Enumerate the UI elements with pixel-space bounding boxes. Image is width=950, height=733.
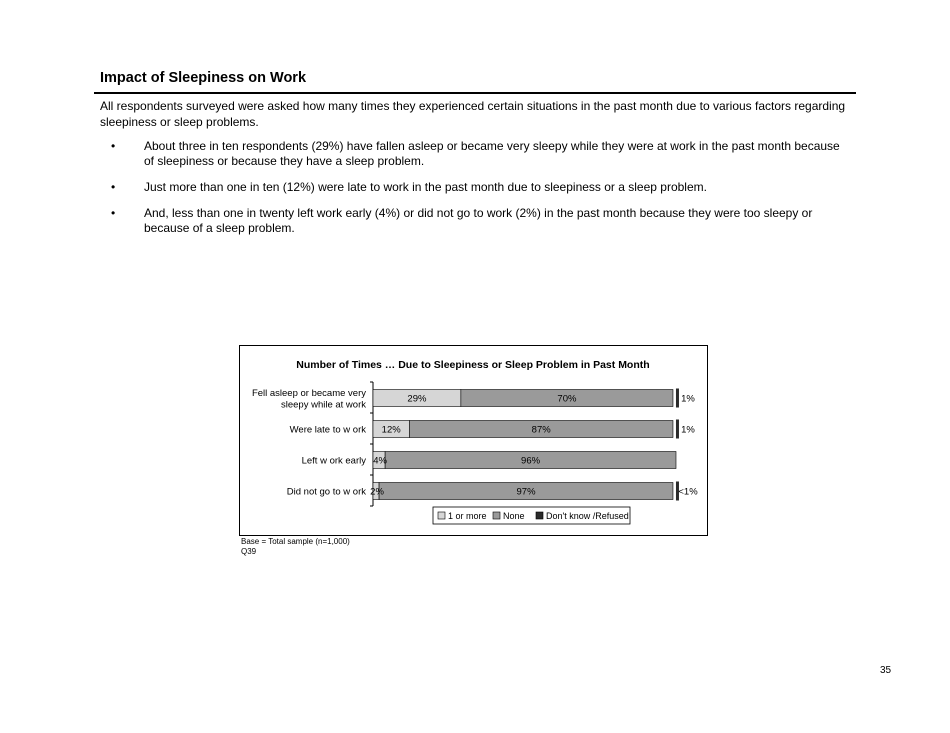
category-label: Left w ork early [301, 455, 366, 467]
bullet-marker: • [111, 180, 116, 194]
page-number: 35 [880, 665, 892, 676]
data-label-none: 96% [521, 455, 541, 467]
bar-dont-know-refused [676, 420, 679, 439]
data-label-none: 87% [531, 424, 551, 436]
chart-canvas [240, 346, 707, 535]
findings-list [100, 139, 852, 247]
bullet-marker: • [111, 206, 116, 220]
category-label: Did not go to w ork [286, 486, 366, 498]
data-label-none: 70% [557, 393, 577, 405]
data-label-dont-know-refused: 1% [681, 393, 695, 405]
question-code: Q39 [241, 547, 257, 556]
finding-item [100, 180, 852, 195]
page-title: Impact of Sleepiness on Work [100, 70, 307, 86]
finding-item [100, 139, 852, 169]
data-label-none: 97% [516, 486, 536, 498]
finding-text: About three in ten respondents (29%) have fallen asleep or became very sleepy while they were at work in the past month because of sleepiness or because they have a sleep problem. [144, 139, 840, 168]
data-label-1-or-more: 2% [370, 486, 384, 498]
legend-swatch [438, 512, 445, 519]
category-label: sleepy while at work [280, 399, 366, 411]
base-note: Base = Total sample (n=1,000) [241, 537, 350, 546]
stacked-bar-chart [239, 345, 708, 536]
legend-label: 1 or more [448, 511, 487, 521]
data-label-1-or-more: 4% [373, 455, 387, 467]
title-divider [94, 92, 856, 94]
legend-swatch [493, 512, 500, 519]
data-label-dont-know-refused: <1% [678, 486, 698, 498]
data-label-1-or-more: 29% [407, 393, 427, 405]
finding-item [100, 206, 852, 236]
data-label-1-or-more: 12% [381, 424, 401, 436]
data-label-dont-know-refused: 1% [681, 424, 695, 436]
legend-label: None [503, 511, 525, 521]
bar-dont-know-refused [676, 389, 679, 408]
category-label: Fell asleep or became very [251, 388, 366, 399]
chart-footnote [241, 537, 350, 557]
bullet-marker: • [111, 139, 116, 153]
intro-paragraph: All respondents surveyed were asked how many times they experienced certain situations in the past month due to various factors regarding sleepiness or sleep problems. [100, 99, 846, 129]
finding-text: And, less than one in twenty left work early (4%) or did not go to work (2%) in the past month because they were too sleepy or because of a sleep problem. [144, 206, 813, 235]
legend-label: Don't know /Refused [546, 511, 629, 521]
category-label: Were late to w ork [289, 424, 366, 436]
legend-swatch [536, 512, 543, 519]
chart-title: Number of Times … Due to Sleepiness or Sleep Problem in Past Month [296, 359, 650, 371]
finding-text: Just more than one in ten (12%) were late to work in the past month due to sleepiness or a sleep problem. [144, 180, 707, 194]
